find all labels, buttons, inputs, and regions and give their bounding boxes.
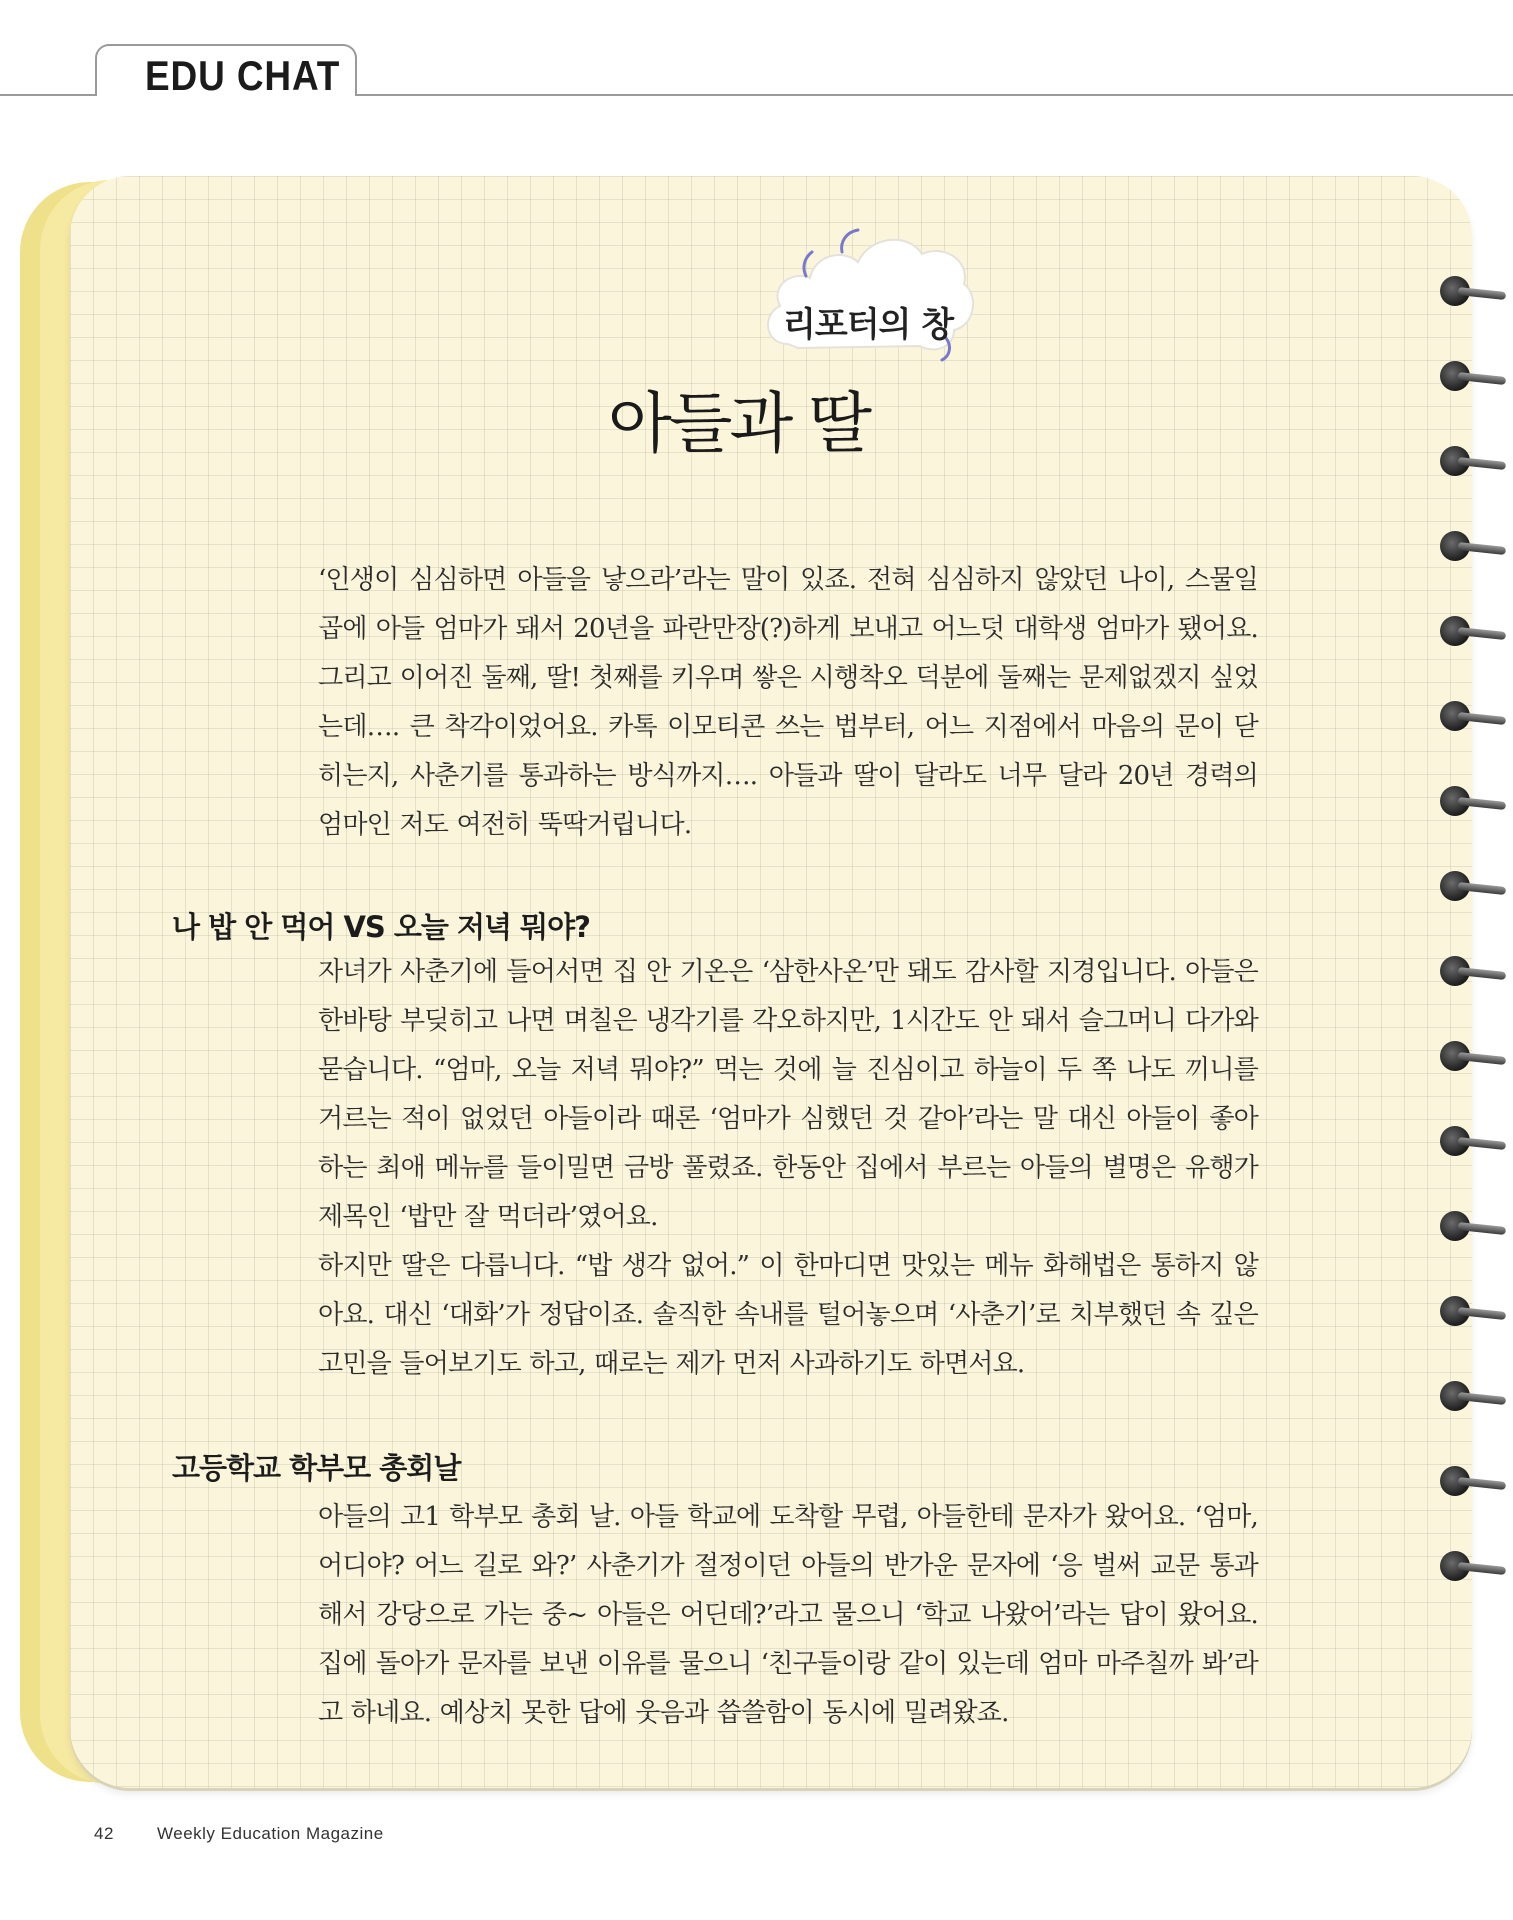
spiral-ring-icon <box>1440 276 1500 306</box>
body-paragraph: 자녀가 사춘기에 들어서면 집 안 기온은 ‘삼한사온’만 돼도 감사할 지경입니다. 아들은 한바탕 부딪히고 나면 며칠은 냉각기를 각오하지만, 1시간도 안 돼서 슬그머니 다가와 묻습니다. “엄마, 오늘 저녁 뭐야?” 먹는 것에 늘 진심이고 하늘이 두 쪽 나도 끼니를 거르는 적이 없었던 아들이라 때론 ‘엄마가 심했던 것 같아’라는 말 대신 아들이 좋아하는 최애 메뉴를 들이밀면 금방 풀렸죠. 한동안 집에서 부르는 아들의 별명은 유행가 제목인 ‘밥만 잘 먹더라’였어요. <box>318 957 1259 1232</box>
body-paragraph: 하지만 딸은 다릅니다. “밥 생각 없어.” 이 한마디면 맛있는 메뉴 화해법은 통하지 않아요. 대신 ‘대화’가 정답이죠. 솔직한 속내를 털어놓으며 ‘사춘기’로 치부했던 속 깊은 고민을 들어보기도 하고, 때로는 제가 먼저 사과하기도 하면서요. <box>318 1251 1258 1379</box>
section-label: EDU CHAT <box>145 52 341 99</box>
spiral-ring-icon <box>1440 616 1500 646</box>
spiral-ring-icon <box>1440 1381 1500 1411</box>
intro-paragraph: ‘인생이 심심하면 아들을 낳으라’라는 말이 있죠. 전혀 심심하지 않았던 나이, 스물일곱에 아들 엄마가 돼서 20년을 파란만장(?)하게 보내고 어느덧 대학생 엄마가 됐어요. 그리고 이어진 둘째, 딸! 첫째를 키우며 쌓은 시행착오 덕분에 둘째는 문제없겠지 싶었는데…. 큰 착각이었어요. 카톡 이모티콘 쓰는 법부터, 어느 지점에서 마음의 문이 닫히는지, 사춘기를 통과하는 방식까지…. 아들과 딸이 달라도 너무 달라 20년 경력의 엄마인 저도 여전히 뚝딱거립니다. <box>318 565 1258 840</box>
section-body <box>318 948 1258 1389</box>
spiral-ring-icon <box>1440 361 1500 391</box>
spiral-ring-icon <box>1440 956 1500 986</box>
spiral-ring-icon <box>1440 446 1500 476</box>
spiral-ring-icon <box>1440 1551 1500 1581</box>
spiral-ring-icon <box>1440 1041 1500 1071</box>
spiral-ring-icon <box>1440 1466 1500 1496</box>
spiral-binding <box>1440 276 1510 1676</box>
spiral-ring-icon <box>1440 1296 1500 1326</box>
spiral-ring-icon <box>1440 786 1500 816</box>
spiral-ring-icon <box>1440 871 1500 901</box>
section-heading: 고등학교 학부모 총회날 <box>172 1451 461 1485</box>
article-title: 아들과 딸 <box>608 385 870 462</box>
spiral-ring-icon <box>1440 1211 1500 1241</box>
spiral-ring-icon <box>1440 701 1500 731</box>
column-badge: 리포터의 창 <box>783 305 954 345</box>
section-body <box>318 1493 1258 1738</box>
body-paragraph: 아들의 고1 학부모 총회 날. 아들 학교에 도착할 무렵, 아들한테 문자가 왔어요. ‘엄마, 어디야? 어느 길로 와?’ 사춘기가 절정이던 아들의 반가운 문자에 ‘응 벌써 교문 통과해서 강당으로 가는 중~ 아들은 어딘데?’라고 물으니 ‘학교 나왔어’라는 답이 왔어요. 집에 돌아가 문자를 보낸 이유를 물으니 ‘친구들이랑 같이 있는데 엄마 마주칠까 봐’라고 하네요. 예상치 못한 답에 웃음과 씁쓸함이 동시에 밀려왔죠. <box>318 1502 1258 1728</box>
page-number: 42 <box>94 1824 114 1843</box>
magazine-name: Weekly Education Magazine <box>157 1824 384 1843</box>
spiral-ring-icon <box>1440 531 1500 561</box>
section-heading: 나 밥 안 먹어 VS 오늘 저녁 뭐야? <box>172 910 590 944</box>
article-intro <box>318 556 1258 850</box>
spiral-ring-icon <box>1440 1126 1500 1156</box>
